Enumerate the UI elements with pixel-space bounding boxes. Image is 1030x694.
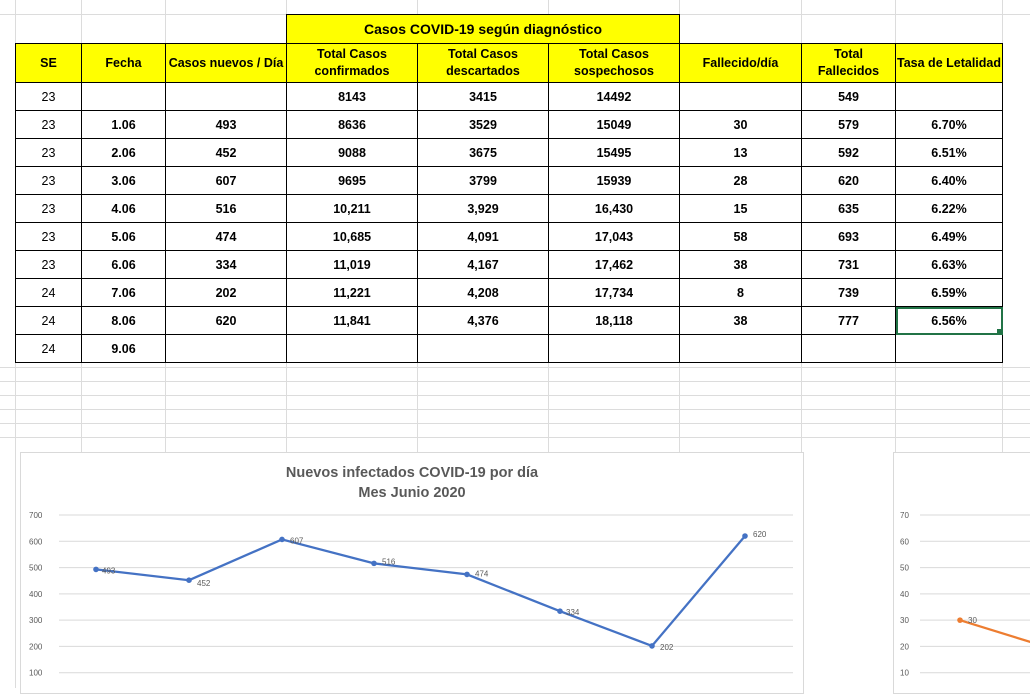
table-row (16, 139, 1003, 167)
table-cell[interactable]: 516 (166, 195, 287, 223)
table-cell[interactable]: 620 (166, 307, 287, 335)
y-tick-label: 50 (900, 563, 909, 573)
table-cell[interactable]: 8.06 (82, 307, 166, 335)
line-chart-deaths[interactable] (893, 452, 1030, 694)
data-label: 334 (566, 608, 580, 618)
table-cell[interactable]: 202 (166, 279, 287, 307)
y-tick-label: 700 (29, 511, 43, 520)
data-label: 493 (102, 566, 116, 576)
table-row (16, 307, 1003, 335)
table-row (16, 251, 1003, 279)
table-cell[interactable]: 6.63% (896, 251, 1003, 279)
table-cell[interactable]: 579 (802, 111, 896, 139)
table-cell[interactable]: 5.06 (82, 223, 166, 251)
y-tick-label: 20 (900, 642, 909, 652)
table-cell[interactable]: 23 (16, 139, 82, 167)
table-cell[interactable]: 23 (16, 223, 82, 251)
data-point (93, 567, 99, 573)
table-cell[interactable]: 30 (680, 111, 802, 139)
table-cell[interactable]: 38 (680, 307, 802, 335)
table-cell[interactable]: 23 (16, 111, 82, 139)
table-cell[interactable]: 4,376 (418, 307, 549, 335)
table-cell[interactable]: 23 (16, 251, 82, 279)
header-cell[interactable]: Total Casos sospechosos (549, 44, 680, 83)
table-cell[interactable]: 9.06 (82, 335, 166, 363)
table-cell[interactable]: 6.40% (896, 167, 1003, 195)
table-cell[interactable]: 10,685 (287, 223, 418, 251)
table-cell[interactable]: 493 (166, 111, 287, 139)
table-cell[interactable]: 11,841 (287, 307, 418, 335)
table-cell[interactable] (680, 335, 802, 363)
table-cell[interactable] (549, 335, 680, 363)
table-cell[interactable]: 6.70% (896, 111, 1003, 139)
y-tick-label: 600 (29, 537, 43, 547)
table-cell[interactable]: 24 (16, 335, 82, 363)
table-cell[interactable]: 8636 (287, 111, 418, 139)
header-cell[interactable]: Total Casos confirmados (287, 44, 418, 83)
y-tick-label: 70 (900, 511, 909, 520)
series-line (960, 620, 1030, 665)
table-cell[interactable]: 17,043 (549, 223, 680, 251)
data-point (186, 577, 192, 583)
table-cell[interactable] (418, 335, 549, 363)
y-tick-label: 200 (29, 642, 43, 652)
y-tick-label: 400 (29, 589, 43, 599)
data-label: 474 (475, 569, 489, 579)
selected-cell[interactable] (896, 307, 1003, 335)
table-cell[interactable]: 3529 (418, 111, 549, 139)
table-row (16, 335, 1003, 363)
chart-plot (21, 453, 803, 693)
data-point (371, 561, 377, 567)
y-tick-label: 40 (900, 589, 909, 599)
data-label: 620 (753, 530, 767, 540)
table-cell[interactable]: 4,091 (418, 223, 549, 251)
data-label: 607 (290, 536, 304, 546)
table-cell[interactable]: 15 (680, 195, 802, 223)
table-cell[interactable]: 452 (166, 139, 287, 167)
chart-title: Nuevos infectados COVID-19 por día (285, 465, 539, 481)
table-cell[interactable] (896, 335, 1003, 363)
table-cell[interactable] (680, 83, 802, 111)
table-cell[interactable]: 58 (680, 223, 802, 251)
data-point (464, 572, 470, 578)
table-cell[interactable]: 777 (802, 307, 896, 335)
header-row (16, 44, 1003, 83)
data-point (279, 537, 285, 543)
table-row (16, 195, 1003, 223)
data-point (649, 643, 655, 649)
data-label: 202 (660, 642, 674, 652)
table-cell[interactable]: 731 (802, 251, 896, 279)
table-cell[interactable]: 17,734 (549, 279, 680, 307)
y-tick-label: 10 (900, 668, 909, 678)
table-cell[interactable]: 607 (166, 167, 287, 195)
data-label: 30 (968, 616, 977, 626)
table-cell[interactable]: 28 (680, 167, 802, 195)
table-cell[interactable]: 15495 (549, 139, 680, 167)
table-cell[interactable]: 4.06 (82, 195, 166, 223)
table-cell[interactable]: 6.49% (896, 223, 1003, 251)
y-tick-label: 30 (900, 616, 909, 626)
y-tick-label: 500 (29, 563, 43, 573)
table-cell[interactable]: 23 (16, 167, 82, 195)
table-cell[interactable]: 18,118 (549, 307, 680, 335)
covid-data-table (15, 14, 1003, 363)
data-point (957, 617, 963, 623)
table-cell[interactable]: 693 (802, 223, 896, 251)
table-cell[interactable]: 17,462 (549, 251, 680, 279)
y-tick-label: 100 (29, 668, 43, 678)
table-cell[interactable]: 15049 (549, 111, 680, 139)
table-cell[interactable]: 1.06 (82, 111, 166, 139)
table-cell[interactable]: 474 (166, 223, 287, 251)
table-cell[interactable]: 549 (802, 83, 896, 111)
chart-subtitle: Mes Junio 2020 (358, 485, 466, 501)
chart-plot-2 (894, 453, 1030, 693)
group-header-cell[interactable]: Casos COVID-19 según diagnóstico (287, 15, 680, 44)
table-cell[interactable]: 6.59% (896, 279, 1003, 307)
table-cell[interactable]: 6.22% (896, 195, 1003, 223)
y-tick-label: 300 (29, 616, 43, 626)
table-cell[interactable]: 14492 (549, 83, 680, 111)
table-row (16, 83, 1003, 111)
table-cell[interactable]: 38 (680, 251, 802, 279)
data-label: 452 (197, 579, 211, 589)
table-cell[interactable]: 6.06 (82, 251, 166, 279)
table-cell[interactable]: 592 (802, 139, 896, 167)
table-cell[interactable] (896, 83, 1003, 111)
table-cell[interactable]: 4,208 (418, 279, 549, 307)
selected-cell-value: 6.56% (931, 313, 967, 328)
fill-handle[interactable] (997, 329, 1003, 335)
table-row (16, 111, 1003, 139)
table-cell[interactable]: 6.51% (896, 139, 1003, 167)
table-cell[interactable]: 9088 (287, 139, 418, 167)
data-point (742, 533, 748, 539)
table-cell[interactable]: 3799 (418, 167, 549, 195)
table-cell[interactable]: 3,929 (418, 195, 549, 223)
table-row (16, 167, 1003, 195)
table-cell[interactable]: 334 (166, 251, 287, 279)
table-cell[interactable]: 13 (680, 139, 802, 167)
table-cell[interactable] (166, 335, 287, 363)
header-cell[interactable]: Total Fallecidos (802, 44, 896, 83)
table-cell[interactable]: 10,211 (287, 195, 418, 223)
table-cell[interactable]: 8 (680, 279, 802, 307)
header-cell[interactable]: Total Casos descartados (418, 44, 549, 83)
table-cell[interactable]: 23 (16, 195, 82, 223)
table-cell[interactable]: 24 (16, 307, 82, 335)
table-cell[interactable]: 3415 (418, 83, 549, 111)
series-line (96, 536, 745, 646)
table-cell[interactable]: 11,221 (287, 279, 418, 307)
table-cell[interactable]: 3675 (418, 139, 549, 167)
table-cell[interactable]: 8143 (287, 83, 418, 111)
table-cell[interactable]: 7.06 (82, 279, 166, 307)
table-cell[interactable] (166, 83, 287, 111)
table-cell[interactable]: 620 (802, 167, 896, 195)
header-cell[interactable]: Fallecido/día (680, 44, 802, 83)
table-cell[interactable]: 739 (802, 279, 896, 307)
table-cell[interactable]: 23 (16, 83, 82, 111)
table-row (16, 279, 1003, 307)
table-cell[interactable]: 3.06 (82, 167, 166, 195)
header-cell[interactable]: SE (16, 44, 82, 83)
table-cell[interactable]: 24 (16, 279, 82, 307)
table-cell[interactable]: 635 (802, 195, 896, 223)
table-row (16, 223, 1003, 251)
header-cell[interactable]: Casos nuevos / Día (166, 44, 287, 83)
line-chart-new-infected[interactable] (20, 452, 804, 694)
table-cell[interactable]: 9695 (287, 167, 418, 195)
data-point (557, 608, 563, 614)
header-cell[interactable]: Tasa de Letalidad (896, 44, 1003, 83)
data-label: 516 (382, 557, 396, 567)
y-tick-label: 60 (900, 537, 909, 547)
table-cell[interactable]: 11,019 (287, 251, 418, 279)
table-cell[interactable]: 16,430 (549, 195, 680, 223)
table-cell[interactable] (82, 83, 166, 111)
table-cell[interactable]: 4,167 (418, 251, 549, 279)
table-cell[interactable] (802, 335, 896, 363)
header-cell[interactable]: Fecha (82, 44, 166, 83)
table-cell[interactable]: 2.06 (82, 139, 166, 167)
table-cell[interactable] (287, 335, 418, 363)
table-cell[interactable]: 15939 (549, 167, 680, 195)
